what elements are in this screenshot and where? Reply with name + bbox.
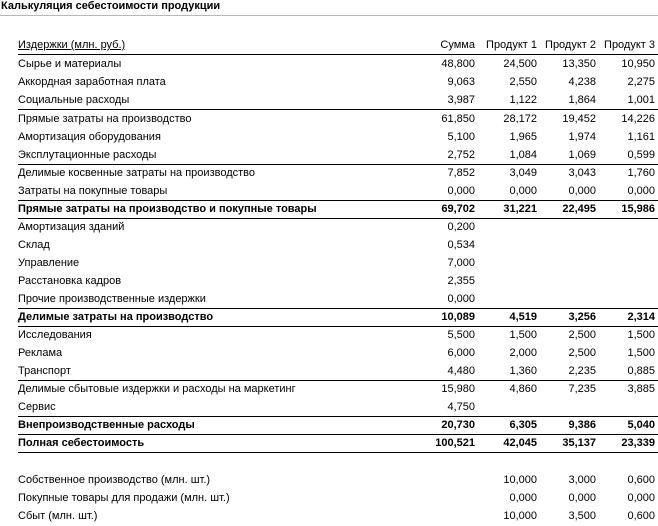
cell-sum: 7,000 xyxy=(447,257,475,269)
cell-product3 xyxy=(598,272,655,290)
cell-product3 xyxy=(598,236,655,254)
cell-product3: 2,275 xyxy=(627,76,655,88)
cell-product1 xyxy=(480,236,537,254)
row-label: Полная себестоимость xyxy=(18,437,145,449)
cell-sum: 3,987 xyxy=(447,94,475,106)
cell-product1: 2,000 xyxy=(509,347,537,359)
row-label: Делимые косвенные затраты на производство xyxy=(18,167,255,179)
cell-sum: 48,800 xyxy=(441,58,475,70)
title-divider xyxy=(0,15,658,16)
cell-product3 xyxy=(598,218,655,236)
cell-product2: 13,350 xyxy=(562,58,596,70)
row-label: Расстановка кадров xyxy=(18,275,122,287)
cell-product3: 3,885 xyxy=(627,383,655,395)
cell-product2 xyxy=(540,254,596,272)
units-row xyxy=(18,507,658,525)
cell-product1: 4,519 xyxy=(509,311,537,323)
row-label: Прямые затраты на производство и покупные товары xyxy=(18,203,317,215)
row-label: Делимые сбытовые издержки и расходы на маркетинг xyxy=(18,383,296,395)
cell-product1: 31,221 xyxy=(503,203,537,215)
table-row xyxy=(18,290,658,309)
table-row xyxy=(18,128,658,146)
cell-sum: 69,702 xyxy=(441,203,475,215)
cell-product3: 10,950 xyxy=(621,58,655,70)
table-row xyxy=(18,272,658,290)
cell-product3: 0,600 xyxy=(627,510,655,522)
cell-product2: 3,043 xyxy=(568,167,596,179)
cell-product1 xyxy=(480,398,537,416)
row-label: Затраты на покупные товары xyxy=(18,185,168,197)
cell-sum: 10,089 xyxy=(441,311,475,323)
cell-sum: 5,500 xyxy=(447,329,475,341)
table-row-subtotal xyxy=(18,308,658,327)
table-row xyxy=(18,362,658,381)
row-label: Транспорт xyxy=(18,365,71,377)
table-row xyxy=(18,398,658,417)
cell-sum: 2,752 xyxy=(447,149,475,161)
cell-product3: 0,600 xyxy=(627,474,655,486)
cell-product2: 22,495 xyxy=(562,203,596,215)
cell-product1: 0,000 xyxy=(509,185,537,197)
row-label: Сбыт (млн. шт.) xyxy=(18,510,98,522)
cell-product2 xyxy=(540,236,596,254)
table-row xyxy=(18,110,658,128)
table-row xyxy=(18,380,658,398)
cell-product3: 0,599 xyxy=(627,149,655,161)
row-label: Склад xyxy=(18,239,50,251)
row-label: Амортизация оборудования xyxy=(18,131,161,143)
row-label: Исследования xyxy=(18,329,92,341)
cell-product2: 1,069 xyxy=(568,149,596,161)
table-row xyxy=(18,164,658,182)
cell-product2: 2,235 xyxy=(568,365,596,377)
cell-sum: 6,000 xyxy=(447,347,475,359)
cell-product3: 1,760 xyxy=(627,167,655,179)
cell-product1 xyxy=(480,254,537,272)
table-row xyxy=(18,326,658,344)
row-label: Сервис xyxy=(18,401,56,413)
header-col-product1: Продукт 1 xyxy=(486,39,537,51)
cell-product3: 2,314 xyxy=(627,311,655,323)
cell-product2: 7,235 xyxy=(568,383,596,395)
cell-product3: 15,986 xyxy=(621,203,655,215)
table-row xyxy=(18,344,658,362)
cell-sum xyxy=(413,507,475,525)
table-row xyxy=(18,236,658,254)
table-row xyxy=(18,146,658,165)
cell-product2: 9,386 xyxy=(568,419,596,431)
cell-product2: 0,000 xyxy=(568,492,596,504)
cell-sum: 20,730 xyxy=(441,419,475,431)
cell-product2 xyxy=(540,290,596,308)
cell-product2: 3,000 xyxy=(568,474,596,486)
row-label: Прочие производственные издержки xyxy=(18,293,206,305)
cell-product3: 0,000 xyxy=(627,492,655,504)
cell-product1 xyxy=(480,272,537,290)
row-label: Управление xyxy=(18,257,80,269)
cell-sum: 0,534 xyxy=(447,239,475,251)
cell-product2 xyxy=(540,272,596,290)
cell-sum: 4,480 xyxy=(447,365,475,377)
cell-product2 xyxy=(540,218,596,236)
cell-product1: 2,550 xyxy=(509,76,537,88)
cell-sum: 0,200 xyxy=(447,221,475,233)
cell-product2: 4,238 xyxy=(568,76,596,88)
cell-sum xyxy=(413,489,475,507)
cell-sum: 61,850 xyxy=(441,113,475,125)
cell-product2: 3,256 xyxy=(568,311,596,323)
window-title: Калькуляция себестоимости продукции xyxy=(1,0,221,12)
cell-product1: 28,172 xyxy=(503,113,537,125)
cell-product1: 3,049 xyxy=(509,167,537,179)
cell-product3: 23,339 xyxy=(621,437,655,449)
row-label: Делимые затраты на производство xyxy=(18,311,214,323)
cell-product1: 6,305 xyxy=(509,419,537,431)
row-label: Социальные расходы xyxy=(18,94,130,106)
cell-sum: 100,521 xyxy=(435,437,475,449)
cell-product2: 1,864 xyxy=(568,94,596,106)
cell-product1: 1,360 xyxy=(509,365,537,377)
cell-product1: 1,965 xyxy=(509,131,537,143)
cell-product3: 1,161 xyxy=(627,131,655,143)
cell-product3: 14,226 xyxy=(621,113,655,125)
row-label: Аккордная заработная плата xyxy=(18,76,166,88)
cell-sum: 5,100 xyxy=(447,131,475,143)
table-row xyxy=(18,254,658,272)
cell-product1: 0,000 xyxy=(509,492,537,504)
cell-product2: 3,500 xyxy=(568,510,596,522)
cell-product3: 1,500 xyxy=(627,347,655,359)
cell-product3 xyxy=(598,290,655,308)
cell-product3 xyxy=(598,398,655,416)
cell-sum: 2,355 xyxy=(447,275,475,287)
header-col-product2: Продукт 2 xyxy=(545,39,596,51)
cell-product1 xyxy=(480,218,537,236)
cell-product3: 0,885 xyxy=(627,365,655,377)
cell-product3: 1,001 xyxy=(627,94,655,106)
units-row xyxy=(18,489,658,507)
cell-product1: 1,500 xyxy=(509,329,537,341)
cell-product2: 35,137 xyxy=(562,437,596,449)
table-row xyxy=(18,182,658,201)
cell-product3: 0,000 xyxy=(627,185,655,197)
cell-product2: 2,500 xyxy=(568,329,596,341)
cell-sum: 0,000 xyxy=(447,293,475,305)
units-row xyxy=(18,471,658,489)
header-label: Издержки (млн. руб.) xyxy=(18,39,126,51)
header-col-sum: Сумма xyxy=(440,39,475,51)
table-row-subtotal xyxy=(18,416,658,435)
table-row-total xyxy=(18,434,658,453)
header-col-product3: Продукт 3 xyxy=(604,39,655,51)
cell-product1: 1,122 xyxy=(509,94,537,106)
row-label: Покупные товары для продажи (млн. шт.) xyxy=(18,492,230,504)
cell-product1: 42,045 xyxy=(503,437,537,449)
row-label: Эксплутационные расходы xyxy=(18,149,157,161)
cell-product2: 0,000 xyxy=(568,185,596,197)
cell-sum: 15,980 xyxy=(441,383,475,395)
cell-product1: 1,084 xyxy=(509,149,537,161)
cell-product3: 5,040 xyxy=(627,419,655,431)
cell-product1 xyxy=(480,290,537,308)
table-row xyxy=(18,73,658,91)
cell-sum xyxy=(413,471,475,489)
cell-sum: 7,852 xyxy=(447,167,475,179)
cell-product2: 2,500 xyxy=(568,347,596,359)
row-label: Сырье и материалы xyxy=(18,58,122,70)
cell-product2 xyxy=(540,398,596,416)
row-label: Реклама xyxy=(18,347,63,359)
cell-product2: 1,974 xyxy=(568,131,596,143)
row-label: Амортизация зданий xyxy=(18,221,125,233)
cell-product3: 1,500 xyxy=(627,329,655,341)
row-label: Внепроизводственные расходы xyxy=(18,419,195,431)
row-label: Собственное производство (млн. шт.) xyxy=(18,474,211,486)
cell-product1: 24,500 xyxy=(503,58,537,70)
row-label: Прямые затраты на производство xyxy=(18,113,192,125)
cell-product1: 10,000 xyxy=(503,474,537,486)
cell-product3 xyxy=(598,254,655,272)
table-row xyxy=(18,218,658,236)
cell-product1: 4,860 xyxy=(509,383,537,395)
table-header-row xyxy=(18,36,658,55)
table-row xyxy=(18,91,658,110)
cell-product2: 19,452 xyxy=(562,113,596,125)
cell-sum: 9,063 xyxy=(447,76,475,88)
table-row-subtotal xyxy=(18,200,658,219)
cell-sum: 4,750 xyxy=(447,401,475,413)
table-row xyxy=(18,55,658,73)
cell-sum: 0,000 xyxy=(447,185,475,197)
cell-product1: 10,000 xyxy=(503,510,537,522)
